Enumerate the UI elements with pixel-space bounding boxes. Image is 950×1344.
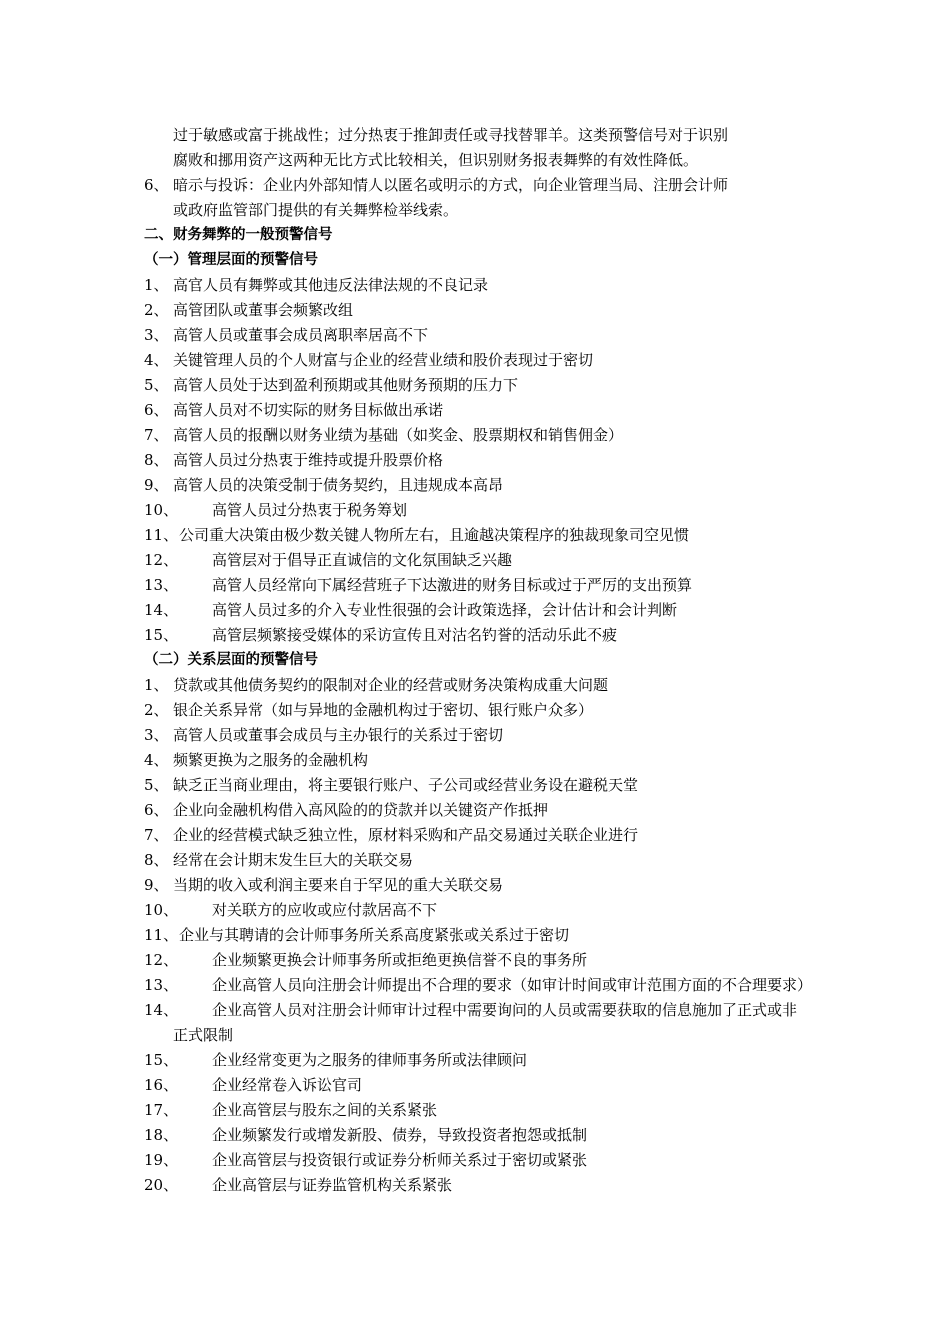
list-item <box>144 448 810 473</box>
item-number: 17、 <box>144 1101 179 1119</box>
list-item <box>144 348 810 373</box>
item-text: 银企关系异常（如与异地的金融机构过于密切、银行账户众多） <box>173 701 594 719</box>
list-item <box>144 973 813 998</box>
list-item <box>144 623 810 648</box>
item-number: 6、 <box>144 401 169 419</box>
list-item <box>144 398 810 423</box>
item-number: 9、 <box>144 476 169 494</box>
item-number: 7、 <box>144 826 169 844</box>
list-item <box>144 923 810 948</box>
item-number: 5、 <box>144 376 169 394</box>
subsection-2-title: （二）关系层面的预警信号 <box>144 652 318 668</box>
list-item <box>144 573 810 598</box>
relationship-signals-list <box>144 673 813 1198</box>
item-text: 对关联方的应收或应付款居高不下 <box>212 901 438 919</box>
management-signals-list <box>144 273 810 648</box>
item-number: 5、 <box>144 776 169 794</box>
item-number: 2、 <box>144 701 169 719</box>
list-item <box>144 1173 810 1198</box>
list-item <box>144 998 810 1048</box>
item-number: 14、 <box>144 601 179 619</box>
item-text: 高管人员过分热衷于维持或提升股票价格 <box>173 451 444 469</box>
item-number: 14、 <box>144 1001 179 1019</box>
item-text: 公司重大决策由极少数关键人物所左右，且逾越决策程序的独裁现象司空见惯 <box>179 526 690 544</box>
item-number: 12、 <box>144 951 179 969</box>
list-item <box>144 273 810 298</box>
item-number: 11、 <box>144 926 179 944</box>
list-item <box>144 798 810 823</box>
item-text: 高管人员过分热衷于税务筹划 <box>212 501 408 519</box>
subsection-1-title: （一）管理层面的预警信号 <box>144 252 318 268</box>
item-text: 企业的经营模式缺乏独立性，原材料采购和产品交易通过关联企业进行 <box>173 826 639 844</box>
item-number: 13、 <box>144 976 179 994</box>
item-text-line-2: 或政府监管部门提供的有关舞弊检举线索。 <box>173 201 459 219</box>
item-text: 高管层对于倡导正直诚信的文化氛围缺乏兴趣 <box>212 551 513 569</box>
list-item <box>144 823 810 848</box>
item-text: 当期的收入或利润主要来自于罕见的重大关联交易 <box>173 876 504 894</box>
list-item <box>144 1148 810 1173</box>
list-item <box>144 598 810 623</box>
intro-line-1: 过于敏感或富于挑战性；过分热衷于推卸责任或寻找替罪羊。这类预警信号对于识别 <box>173 126 729 144</box>
list-item <box>144 1048 810 1073</box>
item-text: 高管人员对不切实际的财务目标做出承诺 <box>173 401 444 419</box>
list-item <box>144 748 810 773</box>
item-text-line-1: 暗示与投诉：企业内外部知情人以匿名或明示的方式，向企业管理当局、注册会计师 <box>173 176 729 194</box>
item-number: 3、 <box>144 326 169 344</box>
item-number: 12、 <box>144 551 179 569</box>
item-text: 企业经常卷入诉讼官司 <box>212 1076 363 1094</box>
item-text: 高管人员的报酬以财务业绩为基础（如奖金、股票期权和销售佣金） <box>173 426 624 444</box>
item-number: 13、 <box>144 576 179 594</box>
item-number: 8、 <box>144 451 169 469</box>
item-text: 企业高管人员对注册会计师审计过程中需要询问的人员或需要获取的信息施加了正式或非正式限制 <box>173 1001 798 1044</box>
item-number: 18、 <box>144 1126 179 1144</box>
list-item <box>144 373 810 398</box>
item-text: 高管人员的决策受制于债务契约，且违规成本高昂 <box>173 476 504 494</box>
item-number: 1、 <box>144 276 169 294</box>
item-text: 高管人员处于达到盈利预期或其他财务预期的压力下 <box>173 376 519 394</box>
item-text: 高管人员经常向下属经营班子下达激进的财务目标或过于严厉的支出预算 <box>212 576 693 594</box>
list-item <box>144 1123 810 1148</box>
list-item <box>144 673 810 698</box>
item-number: 10、 <box>144 501 179 519</box>
item-text: 企业频繁更换会计师事务所或拒绝更换信誉不良的事务所 <box>212 951 588 969</box>
item-text: 高官人员有舞弊或其他违反法律法规的不良记录 <box>173 276 489 294</box>
item-text: 频繁更换为之服务的金融机构 <box>173 751 369 769</box>
item-number: 8、 <box>144 851 169 869</box>
item-number: 15、 <box>144 1051 179 1069</box>
item-text: 贷款或其他债务契约的限制对企业的经营或财务决策构成重大问题 <box>173 676 609 694</box>
item-number: 4、 <box>144 751 169 769</box>
item-number: 16、 <box>144 1076 179 1094</box>
document-page <box>144 123 813 1198</box>
item-text: 高管人员或董事会成员与主办银行的关系过于密切 <box>173 726 504 744</box>
list-item <box>144 773 810 798</box>
item-text: 企业高管层与投资银行或证券分析师关系过于密切或紧张 <box>212 1151 588 1169</box>
item-text: 企业经常变更为之服务的律师事务所或法律顾问 <box>212 1051 528 1069</box>
item-text: 企业频繁发行或增发新股、债券，导致投资者抱怨或抵制 <box>212 1126 588 1144</box>
intro-line-2: 腐败和挪用资产这两种无比方式比较相关，但识别财务报表舞弊的有效性降低。 <box>173 151 699 169</box>
item-number: 1、 <box>144 676 169 694</box>
item-number: 11、 <box>144 526 179 544</box>
item-number: 20、 <box>144 1176 179 1194</box>
item-number: 19、 <box>144 1151 179 1169</box>
item-number: 2、 <box>144 301 169 319</box>
item-number: 15、 <box>144 626 179 644</box>
item-text: 企业高管层与股东之间的关系紧张 <box>212 1101 438 1119</box>
list-item <box>144 498 810 523</box>
item-number: 6、 <box>144 176 169 194</box>
item-text: 企业与其聘请的会计师事务所关系高度紧张或关系过于密切 <box>179 926 570 944</box>
list-item <box>144 523 810 548</box>
item-number: 4、 <box>144 351 169 369</box>
item-text: 缺乏正当商业理由，将主要银行账户、子公司或经营业务设在避税天堂 <box>173 776 639 794</box>
item-number: 3、 <box>144 726 169 744</box>
item-text: 高管团队或董事会频繁改组 <box>173 301 354 319</box>
list-item <box>144 1073 810 1098</box>
item-text: 企业高管层与证券监管机构关系紧张 <box>212 1176 453 1194</box>
list-item <box>144 723 810 748</box>
list-item <box>144 1098 810 1123</box>
list-item <box>144 423 810 448</box>
item-number: 10、 <box>144 901 179 919</box>
list-item <box>144 473 810 498</box>
list-item <box>144 848 810 873</box>
list-item-6-complaints <box>144 173 810 223</box>
item-text: 关键管理人员的个人财富与企业的经营业绩和股价表现过于密切 <box>173 351 594 369</box>
item-number: 9、 <box>144 876 169 894</box>
item-number: 7、 <box>144 426 169 444</box>
item-text: 高管人员过多的介入专业性很强的会计政策选择，会计估计和会计判断 <box>212 601 678 619</box>
list-item <box>144 873 810 898</box>
list-item <box>144 323 810 348</box>
item-text: 高管层频繁接受媒体的采访宣传且对沽名钓誉的活动乐此不疲 <box>212 626 618 644</box>
list-item <box>144 948 810 973</box>
list-item <box>144 548 810 573</box>
list-item <box>144 298 810 323</box>
item-number: 6、 <box>144 801 169 819</box>
section-2-title: 二、财务舞弊的一般预警信号 <box>144 227 333 243</box>
item-text: 经常在会计期末发生巨大的关联交易 <box>173 851 414 869</box>
list-item <box>144 898 810 923</box>
list-item <box>144 698 810 723</box>
item-text: 企业向金融机构借入高风险的的贷款并以关键资产作抵押 <box>173 801 549 819</box>
item-text: 企业高管人员向注册会计师提出不合理的要求（如审计时间或审计范围方面的不合理要求） <box>212 976 813 994</box>
item-text: 高管人员或董事会成员离职率居高不下 <box>173 326 429 344</box>
